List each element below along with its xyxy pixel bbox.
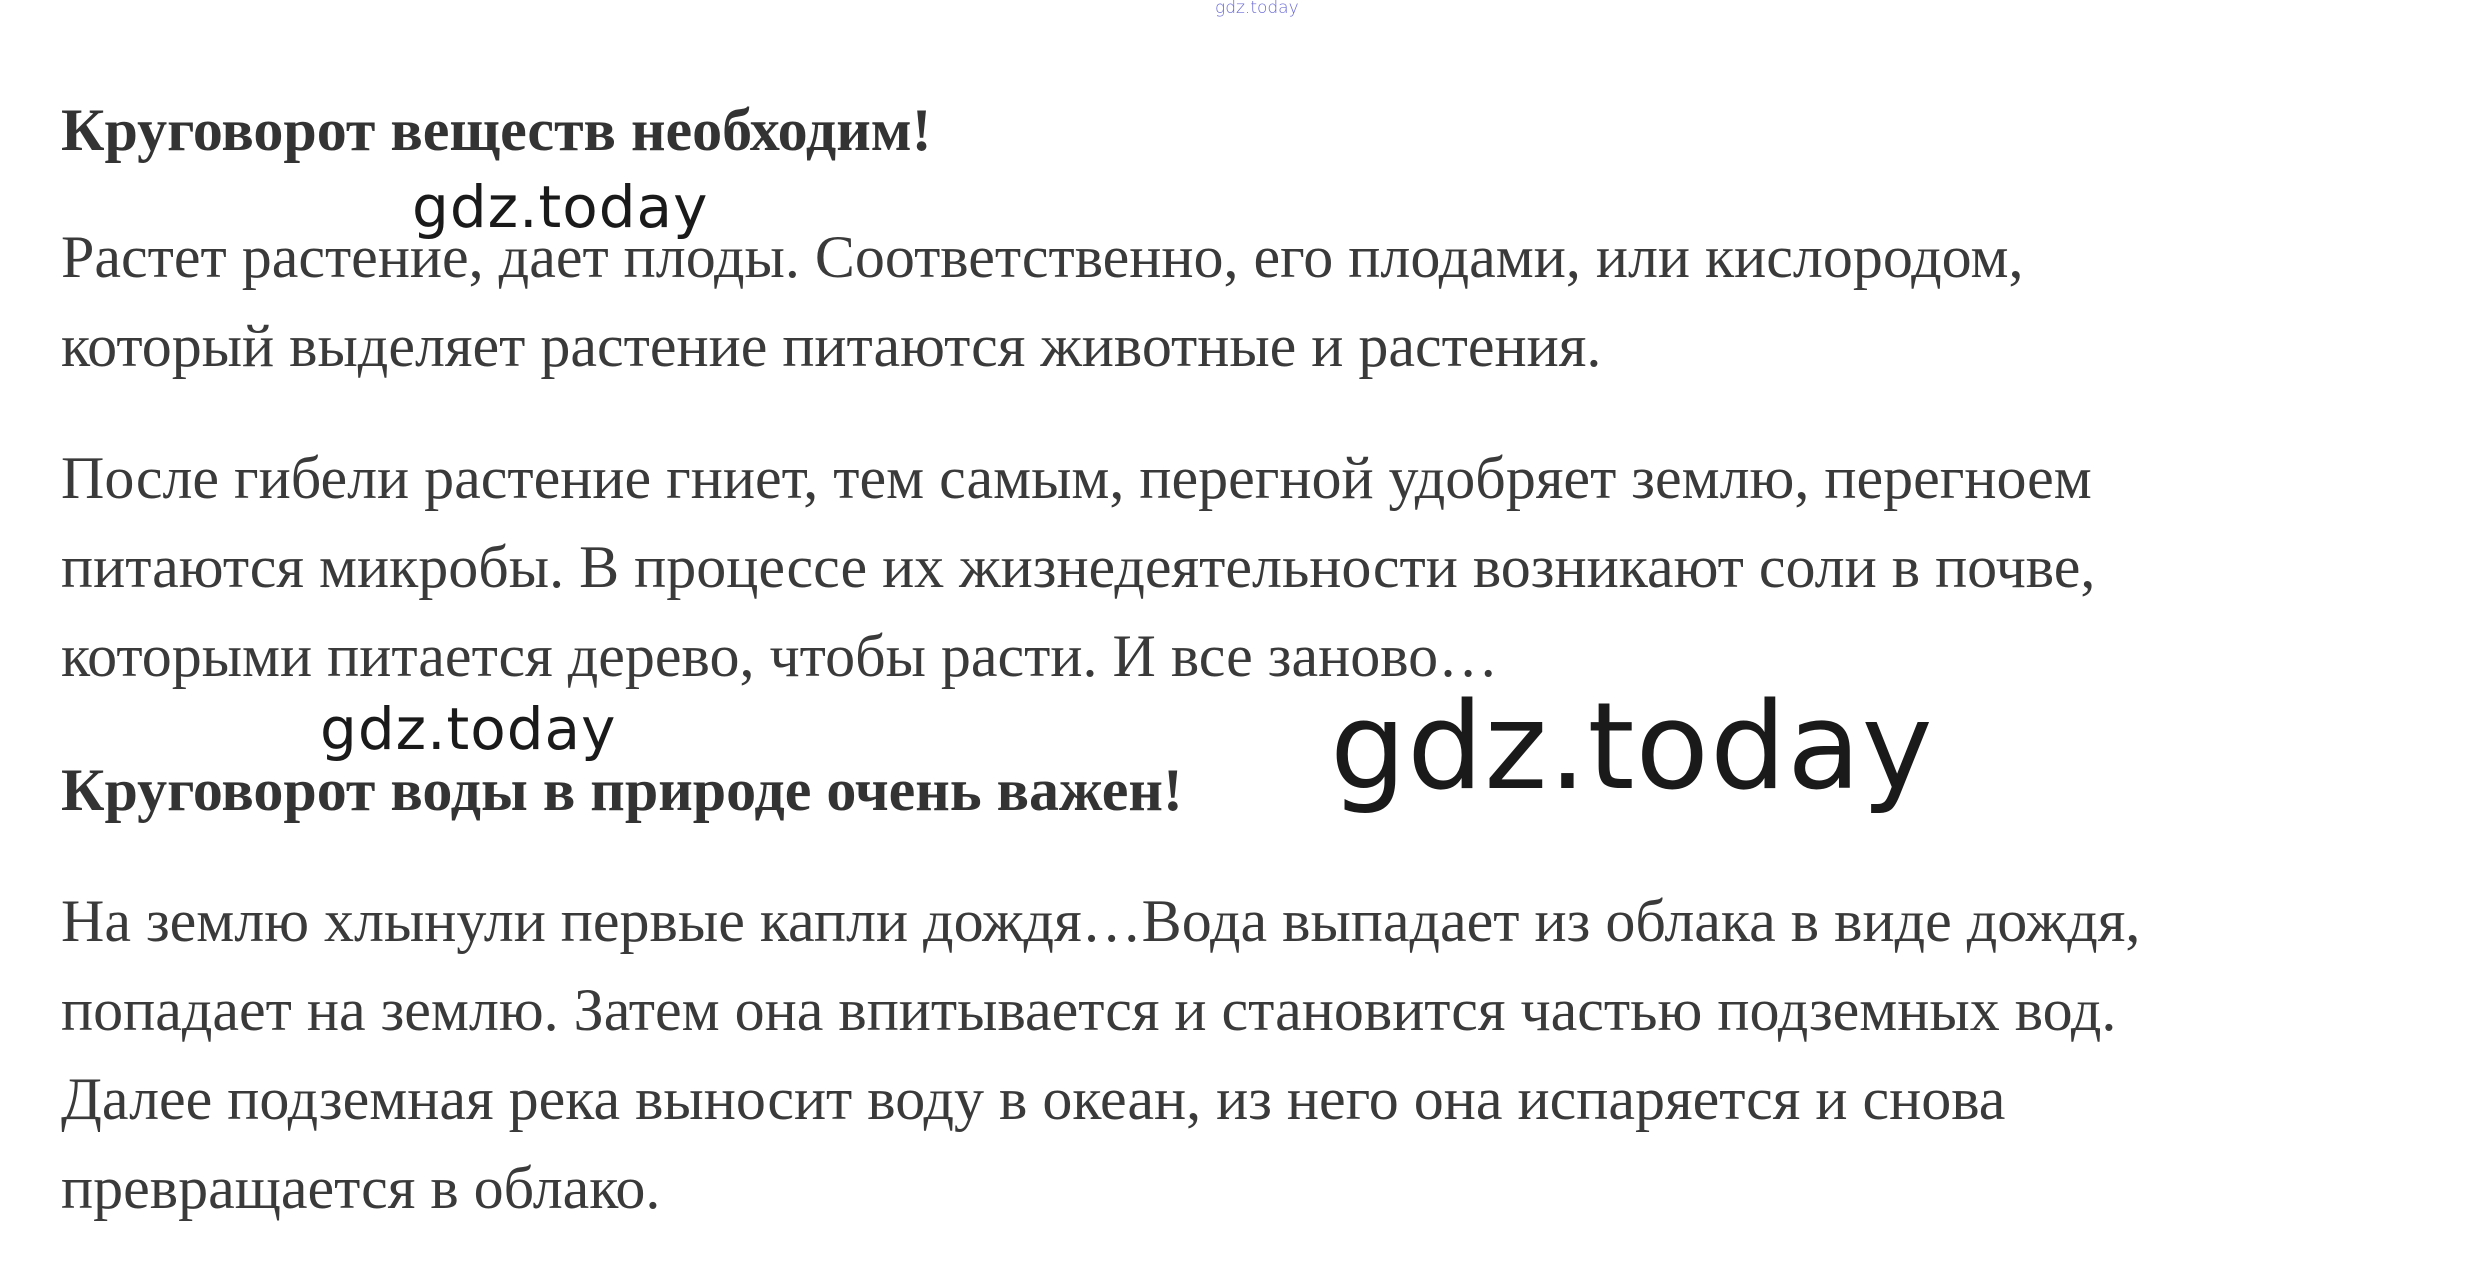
watermark-3: gdz.today (1330, 678, 1934, 817)
watermark-1: gdz.today (412, 173, 709, 241)
paragraph-plant-growth (61, 213, 2023, 391)
section-heading-water-cycle: Круговорот воды в природе очень важен! (61, 757, 1183, 823)
paragraph-line: который выделяет растение питаются животные и растения. (61, 313, 1602, 379)
section-heading-substance-cycle: Круговорот веществ необходим! (61, 97, 932, 163)
watermark-2: gdz.today (320, 695, 617, 763)
watermark-top: gdz.today (1215, 0, 1299, 18)
paragraph-line: превращается в облако. (61, 1155, 661, 1221)
paragraph-line: которыми питается дерево, чтобы расти. И все заново… (61, 623, 1499, 689)
paragraph-line: На землю хлынули первые капли дождя…Вода выпадает из облака в виде дождя, (61, 888, 2141, 954)
paragraph-decomposition (61, 434, 2095, 701)
paragraph-line: питаются микробы. В процессе их жизнедеятельности возникают соли в почве, (61, 534, 2096, 600)
paragraph-line: После гибели растение гниет, тем самым, перегной удобряет землю, перегноем (61, 445, 2092, 511)
paragraph-line: попадает на землю. Затем она впитывается и становится частью подземных вод. (61, 977, 2117, 1043)
paragraph-water-cycle (61, 877, 2140, 1233)
paragraph-line: Растет растение, дает плоды. Соответственно, его плодами, или кислородом, (61, 224, 2024, 290)
paragraph-line: Далее подземная река выносит воду в океан, из него она испаряется и снова (61, 1066, 2006, 1132)
